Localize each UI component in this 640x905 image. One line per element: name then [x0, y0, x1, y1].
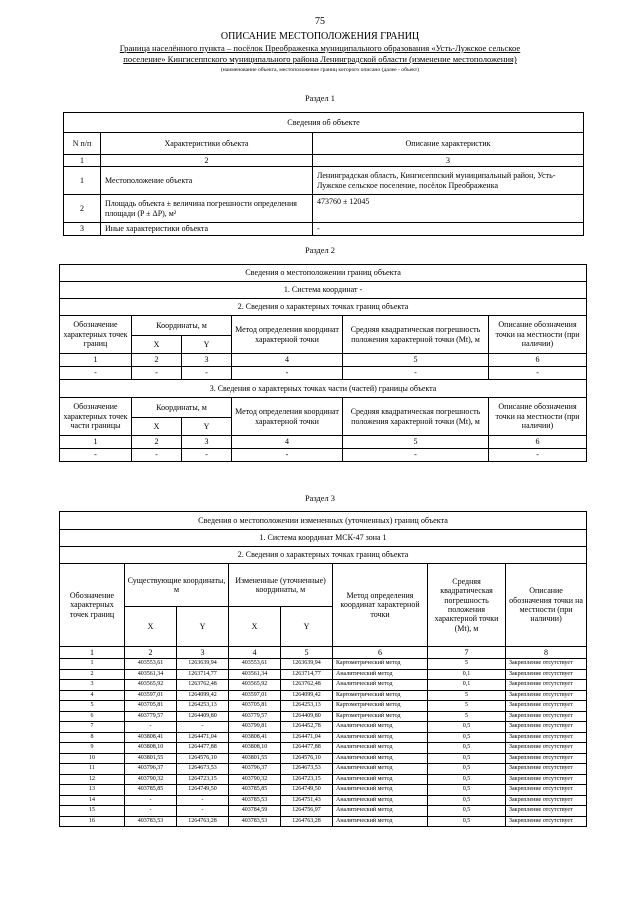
- column-header: Обозначение характерных точек части границы: [60, 398, 132, 436]
- column-header: N п/п: [64, 133, 101, 155]
- table-cell: -: [177, 806, 229, 817]
- column-number: 1: [60, 354, 132, 367]
- table-cell: Аналитический метод: [333, 669, 428, 680]
- table-cell: 1264471,04: [177, 732, 229, 743]
- table-cell: 1263714,77: [177, 669, 229, 680]
- table-cell: -: [232, 367, 343, 380]
- table-row: [60, 816, 587, 827]
- row-number: 3: [64, 223, 101, 236]
- column-header: Средняя квадратическая погрешность положения характерной точки (Mt), м: [428, 564, 506, 647]
- table-cell: 1263762,48: [177, 680, 229, 691]
- table-cell: 14: [60, 795, 125, 806]
- column-header: Метод определения координат характерной точки: [333, 564, 428, 647]
- table-cell: 1264099,42: [281, 690, 333, 701]
- table-row: [60, 680, 587, 691]
- table-cell: 403796,37: [125, 764, 177, 775]
- characteristic-name: Иные характеристики объекта: [101, 223, 313, 236]
- column-header: X: [125, 607, 177, 647]
- table-row: [60, 659, 587, 670]
- column-header: Y: [182, 336, 232, 354]
- table-cell: Закрепление отсутствует: [506, 680, 587, 691]
- table-cell: 6: [60, 711, 125, 722]
- column-number: 2: [132, 354, 182, 367]
- column-header: Метод определения координат характерной точки: [232, 398, 343, 436]
- column-number: 3: [313, 155, 584, 167]
- table-cell: 403561,34: [125, 669, 177, 680]
- table-row: [60, 806, 587, 817]
- characteristic-name: Местоположение объекта: [101, 167, 313, 195]
- column-header: Координаты, м: [132, 398, 232, 418]
- table-cell: 1264477,88: [281, 743, 333, 754]
- section-1-label: Раздел 1: [305, 94, 335, 103]
- column-number: 6: [489, 354, 587, 367]
- table-cell: Аналитический метод: [333, 774, 428, 785]
- table-cell: 0,5: [428, 764, 506, 775]
- column-number: 4: [232, 436, 343, 449]
- table-cell: 403808,10: [125, 743, 177, 754]
- column-header: Описание обозначения точки на местности (при наличии): [506, 564, 587, 647]
- object-name-line-2: поселение» Кингисеппского муниципального района Ленинградской области (изменение местоположения): [123, 54, 517, 64]
- coordinate-system: 1. Система координат МСК-47 зона 1: [60, 530, 587, 547]
- table-cell: 0,5: [428, 743, 506, 754]
- table-cell: 1264477,88: [177, 743, 229, 754]
- table-row: [60, 701, 587, 712]
- table-cell: Закрепление отсутствует: [506, 816, 587, 827]
- table-cell: 11: [60, 764, 125, 775]
- table-cell: 0,5: [428, 732, 506, 743]
- table-cell: Закрепление отсутствует: [506, 795, 587, 806]
- table-cell: 1264576,10: [281, 753, 333, 764]
- table-row: [60, 367, 587, 380]
- table-cell: Закрепление отсутствует: [506, 743, 587, 754]
- table-cell: Закрепление отсутствует: [506, 806, 587, 817]
- table-cell: 10: [60, 753, 125, 764]
- table-cell: 5: [428, 711, 506, 722]
- table-cell: 1263639,94: [177, 659, 229, 670]
- table-cell: 403561,34: [229, 669, 281, 680]
- section-2-label: Раздел 2: [305, 246, 335, 255]
- table-cell: 1264673,53: [177, 764, 229, 775]
- table-cell: 8: [60, 732, 125, 743]
- table-cell: -: [132, 449, 182, 462]
- table-cell: 1264749,50: [281, 785, 333, 796]
- table-cell: 403790,32: [125, 774, 177, 785]
- section-2-table: [59, 264, 587, 462]
- table-cell: -: [60, 449, 132, 462]
- column-number: 1: [60, 436, 132, 449]
- table-cell: Картометрический метод: [333, 711, 428, 722]
- table-cell: Аналитический метод: [333, 753, 428, 764]
- column-header: Существующие координаты, м: [125, 564, 229, 607]
- table-row: [60, 764, 587, 775]
- table-cell: Закрепление отсутствует: [506, 764, 587, 775]
- column-number: 7: [428, 647, 506, 659]
- table-cell: 5: [60, 701, 125, 712]
- table-cell: -: [182, 367, 232, 380]
- table-cell: 9: [60, 743, 125, 754]
- table-cell: 0,5: [428, 774, 506, 785]
- column-number: 6: [333, 647, 428, 659]
- table-cell: 5: [428, 701, 506, 712]
- table-cell: 403785,85: [229, 785, 281, 796]
- column-header: Измененные (уточненные) координаты, м: [229, 564, 333, 607]
- column-number: 5: [343, 436, 489, 449]
- table-cell: 1264576,10: [177, 753, 229, 764]
- table-cell: 1264673,53: [281, 764, 333, 775]
- table-cell: 403784,59: [229, 806, 281, 817]
- table-cell: 5: [428, 659, 506, 670]
- table-row: [60, 722, 587, 733]
- table-cell: 403808,41: [125, 732, 177, 743]
- table-cell: 13: [60, 785, 125, 796]
- table-cell: -: [343, 367, 489, 380]
- table-cell: 1264409,80: [177, 711, 229, 722]
- table-cell: -: [343, 449, 489, 462]
- table-cell: 403553,61: [125, 659, 177, 670]
- characteristic-name: Площадь объекта ± величина погрешности определения площади (P ± ΔP), м²: [101, 195, 313, 223]
- table-cell: 1264723,15: [281, 774, 333, 785]
- table-cell: Аналитический метод: [333, 806, 428, 817]
- column-number: 8: [506, 647, 587, 659]
- table-cell: -: [177, 795, 229, 806]
- object-name-note: (наименование объекта, местоположение границ которого описано (далее - объект): [220, 67, 420, 73]
- row-number: 1: [64, 167, 101, 195]
- table-cell: 403783,53: [125, 816, 177, 827]
- table-cell: 403808,10: [229, 743, 281, 754]
- subsection-title: 2. Сведения о характерных точках границ объекта: [60, 547, 587, 564]
- table-row: [60, 711, 587, 722]
- subsection-title: 2. Сведения о характерных точках границ объекта: [60, 299, 587, 316]
- table-cell: 4: [60, 690, 125, 701]
- table-cell: 0,5: [428, 806, 506, 817]
- column-header: X: [132, 336, 182, 354]
- page-number: 75: [315, 16, 325, 27]
- column-header: Y: [281, 607, 333, 647]
- column-number: 4: [232, 354, 343, 367]
- table-cell: -: [60, 367, 132, 380]
- table-cell: 7: [60, 722, 125, 733]
- table-cell: Закрепление отсутствует: [506, 669, 587, 680]
- table-row: [60, 743, 587, 754]
- table-cell: 403705,81: [229, 701, 281, 712]
- table-cell: 16: [60, 816, 125, 827]
- table-cell: 0,5: [428, 795, 506, 806]
- column-number: 3: [182, 436, 232, 449]
- table-cell: Закрепление отсутствует: [506, 701, 587, 712]
- section-1-table: [63, 112, 584, 236]
- table-caption: Сведения о местоположении границ объекта: [60, 265, 587, 282]
- table-cell: Закрепление отсутствует: [506, 753, 587, 764]
- column-header: X: [132, 418, 182, 436]
- object-name-line-1: Граница населённого пункта – посёлок Преображенка муниципального образования «Усть-Лужское сельское: [119, 43, 521, 53]
- table-cell: 1264452,78: [281, 722, 333, 733]
- table-cell: 2: [60, 669, 125, 680]
- table-cell: Закрепление отсутствует: [506, 659, 587, 670]
- table-cell: 403790,32: [229, 774, 281, 785]
- table-cell: 0,5: [428, 816, 506, 827]
- table-cell: 403779,57: [125, 711, 177, 722]
- section-3-label: Раздел 3: [305, 494, 335, 503]
- table-cell: 0,1: [428, 669, 506, 680]
- table-cell: 1264471,04: [281, 732, 333, 743]
- table-cell: 5: [428, 690, 506, 701]
- column-header: Описание обозначения точки на местности (при наличии): [489, 316, 587, 354]
- points-table-body: [60, 659, 587, 827]
- table-cell: 1264751,43: [281, 795, 333, 806]
- column-header: Обозначение характерных точек границ: [60, 564, 125, 647]
- table-cell: 403565,92: [229, 680, 281, 691]
- table-cell: -: [177, 722, 229, 733]
- table-cell: 1263762,48: [281, 680, 333, 691]
- table-cell: Аналитический метод: [333, 722, 428, 733]
- table-cell: -: [489, 367, 587, 380]
- column-number: 5: [343, 354, 489, 367]
- column-number: 2: [101, 155, 313, 167]
- table-cell: 1264763,28: [281, 816, 333, 827]
- table-cell: 1264756,97: [281, 806, 333, 817]
- table-row: [60, 774, 587, 785]
- table-cell: Картометрический метод: [333, 659, 428, 670]
- column-header: Описание обозначения точки на местности (при наличии): [489, 398, 587, 436]
- table-cell: 12: [60, 774, 125, 785]
- table-cell: -: [489, 449, 587, 462]
- table-cell: Картометрический метод: [333, 690, 428, 701]
- table-cell: Аналитический метод: [333, 795, 428, 806]
- characteristic-value: Ленинградская область, Кингисеппский муниципальный район, Усть-Лужское сельское поселение, посёлок Преображенка: [313, 167, 584, 195]
- column-header: Метод определения координат характерной точки: [232, 316, 343, 354]
- table-cell: Аналитический метод: [333, 743, 428, 754]
- table-cell: -: [125, 795, 177, 806]
- table-cell: Аналитический метод: [333, 816, 428, 827]
- table-cell: 403705,81: [125, 701, 177, 712]
- table-cell: 403796,37: [229, 764, 281, 775]
- table-cell: 0,1: [428, 680, 506, 691]
- table-cell: 1264409,80: [281, 711, 333, 722]
- table-cell: -: [132, 367, 182, 380]
- table-cell: 1264723,15: [177, 774, 229, 785]
- column-number: 1: [60, 647, 125, 659]
- table-cell: Закрепление отсутствует: [506, 785, 587, 796]
- table-cell: 403597,01: [125, 690, 177, 701]
- table-cell: 403801,55: [125, 753, 177, 764]
- object-name: [70, 43, 570, 65]
- section-3-table: [59, 511, 587, 827]
- table-cell: 1264749,50: [177, 785, 229, 796]
- table-cell: 1: [60, 659, 125, 670]
- column-header: Характеристики объекта: [101, 133, 313, 155]
- table-caption: Сведения о местоположении измененных (уточненных) границ объекта: [60, 512, 587, 530]
- column-header: Описание характеристик: [313, 133, 584, 155]
- column-number: 3: [177, 647, 229, 659]
- column-number: 5: [281, 647, 333, 659]
- table-cell: 403783,53: [229, 816, 281, 827]
- table-caption: Сведения об объекте: [64, 113, 584, 133]
- table-cell: Закрепление отсутствует: [506, 722, 587, 733]
- column-header: X: [229, 607, 281, 647]
- table-cell: Закрепление отсутствует: [506, 711, 587, 722]
- table-cell: 403801,55: [229, 753, 281, 764]
- table-cell: Картометрический метод: [333, 701, 428, 712]
- column-header: Средняя квадратическая погрешность положения характерной точки (Mt), м: [343, 316, 489, 354]
- table-cell: -: [232, 449, 343, 462]
- table-row: [60, 669, 587, 680]
- table-cell: -: [182, 449, 232, 462]
- table-cell: 403597,01: [229, 690, 281, 701]
- table-cell: 0,5: [428, 722, 506, 733]
- table-cell: 403565,92: [125, 680, 177, 691]
- table-cell: 403553,61: [229, 659, 281, 670]
- table-cell: 1264253,13: [281, 701, 333, 712]
- column-header: Средняя квадратическая погрешность положения характерной точки (Mt), м: [343, 398, 489, 436]
- table-cell: 1264763,28: [177, 816, 229, 827]
- table-cell: Аналитический метод: [333, 680, 428, 691]
- row-number: 2: [64, 195, 101, 223]
- table-cell: Закрепление отсутствует: [506, 732, 587, 743]
- table-cell: 0,5: [428, 753, 506, 764]
- table-cell: Аналитический метод: [333, 785, 428, 796]
- column-header: Y: [177, 607, 229, 647]
- table-cell: Закрепление отсутствует: [506, 690, 587, 701]
- table-row: [60, 732, 587, 743]
- table-cell: -: [125, 722, 177, 733]
- characteristic-value: -: [313, 223, 584, 236]
- table-cell: 3: [60, 680, 125, 691]
- coordinate-system: 1. Система координат -: [60, 282, 587, 299]
- document-title: ОПИСАНИЕ МЕСТОПОЛОЖЕНИЯ ГРАНИЦ: [220, 31, 420, 42]
- table-cell: Закрепление отсутствует: [506, 774, 587, 785]
- table-row: [60, 795, 587, 806]
- column-number: 4: [229, 647, 281, 659]
- table-row: [60, 785, 587, 796]
- subsection-title: 3. Сведения о характерных точках части (частей) границы объекта: [60, 380, 587, 398]
- table-cell: 403799,81: [229, 722, 281, 733]
- column-header: Обозначение характерных точек границ: [60, 316, 132, 354]
- table-cell: -: [125, 806, 177, 817]
- column-number: 2: [125, 647, 177, 659]
- table-cell: 0,5: [428, 785, 506, 796]
- column-number: 2: [132, 436, 182, 449]
- table-cell: Аналитический метод: [333, 764, 428, 775]
- table-cell: Аналитический метод: [333, 732, 428, 743]
- column-number: 3: [182, 354, 232, 367]
- characteristic-value: 473760 ± 12045: [313, 195, 584, 223]
- column-number: 6: [489, 436, 587, 449]
- table-cell: 403808,41: [229, 732, 281, 743]
- table-cell: 1263714,77: [281, 669, 333, 680]
- table-cell: 1264099,42: [177, 690, 229, 701]
- column-numbers-row: [60, 436, 587, 449]
- table-row: [60, 753, 587, 764]
- column-numbers-row: [60, 647, 587, 659]
- table-cell: 403779,57: [229, 711, 281, 722]
- column-header: Координаты, м: [132, 316, 232, 336]
- table-cell: 15: [60, 806, 125, 817]
- table-cell: 1264253,13: [177, 701, 229, 712]
- table-row: [60, 690, 587, 701]
- column-number: 1: [64, 155, 101, 167]
- column-header: Y: [182, 418, 232, 436]
- column-numbers-row: [60, 354, 587, 367]
- table-row: [60, 449, 587, 462]
- table-cell: 1263639,94: [281, 659, 333, 670]
- table-cell: 403785,53: [229, 795, 281, 806]
- table-cell: 403785,85: [125, 785, 177, 796]
